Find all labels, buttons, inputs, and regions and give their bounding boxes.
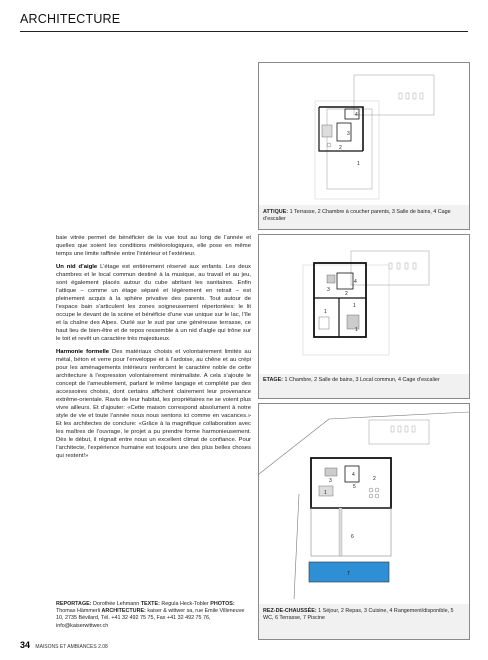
rez-drawing [259, 404, 469, 604]
room-number: 1 [324, 309, 327, 315]
credit-value: Regula Heck-Tobler [161, 601, 209, 607]
paragraph-lead: Harmonie formelle [56, 349, 110, 355]
caption-label: ATTIQUE: [263, 209, 289, 215]
section-title: ARCHITECTURE [20, 12, 121, 26]
room-number: 6 [351, 534, 354, 540]
paragraph-text: L’étage est entièrement réservé aux enfants. Les deux chambres et le local commun destiné à la musique, au travail et au jeu, sont également placés autour du cube abritant les sanitaires. Enfin l’attique – comme un étage séparé et légèrement en retrait – est pleinement acquis à la sphère privative des parents. Tout autour de l’espace bain s’articulent les zones soigneusement répertoriées: le lit occupe le devant de la scène et bénéficie d’une vue unique sur le lac, l’île et la chaîne des Alpes. Ourlé sur le sud par une généreuse terrasse, ce haut lieu de bien-être et de repos ressemble à un nid d’aigle qui trône sur le toit et revêt un caractère très majestueux. [56, 264, 251, 342]
caption-text: 1 Séjour, 2 Repas, 3 Cuisine, 4 Rangement/disponible, 5 WC, 6 Terrasse, 7 Piscine [263, 608, 454, 621]
attique-drawing [259, 63, 469, 205]
room-number: 1 [355, 327, 358, 333]
paragraph-lead: Un nid d’aigle [56, 264, 98, 270]
credit-label: PHOTOS: [210, 601, 235, 607]
article-body [56, 234, 251, 465]
room-number: 5 [353, 484, 356, 490]
plan-caption-etage [259, 377, 469, 384]
caption-text: 1 Terrasse, 2 Chambre à coucher parents, 3 Salle de bains, 4 Cage d’escalier [263, 209, 451, 222]
credit-label: REPORTAGE: [56, 601, 92, 607]
floor-plan-attique [259, 63, 469, 205]
plan-caption-attique [259, 209, 469, 223]
room-number: 2 [373, 476, 376, 482]
room-number: 7 [347, 571, 350, 577]
magazine-name: MAISONS ET AMBIANCES 2.08 [35, 644, 108, 650]
credit-value: Thomas Hämmerli [56, 608, 101, 615]
room-number: 1 [324, 490, 327, 496]
article-paragraph [56, 348, 251, 460]
credit-value: Dorothée Lehmann [93, 601, 140, 607]
header-divider [20, 31, 468, 32]
room-number: 3 [347, 131, 350, 137]
page-footer [20, 640, 108, 650]
floor-plan-rez-de-chaussee [259, 404, 469, 604]
room-number: 4 [352, 472, 355, 478]
plan-panel-etage [258, 234, 470, 399]
paragraph-text: Des matériaux choisis et volontairement limités au métal, béton et verre pour l’enveloppe et à l’ardoise, au chêne et au crépi pour les aménagements intérieurs renforcent le caractère noble de cette architecture à l’expression volontairement minimaliste. A cela s’ajoute le concept de l’ameublement, parlant le même langage et complété par des accessoires choisis, dont certains affichent clairement leur provenance extrême-orientale. Ravis de leur habitat, les propriétaires ne se voient plus vivre ailleurs. Et d’ajouter: «Cette maison correspond absolument à notre style de vie et toute l’année nous nous sentons ici comme en vacances.» Et les architectes de conclure: «Grâce à la magnifique collaboration avec les maîtres de l’ouvrage, le projet a pu prendre forme harmonieusement. Dès le début, il régnait entre nous un excellent climat de confiance. Pour l’architecte, l’expérience humaine est toujours une des plus belles choses qui restent!» [56, 349, 251, 459]
etage-drawing [259, 235, 469, 374]
credit-label: ARCHITECTURE: [101, 608, 146, 615]
caption-text: 1 Chambre, 2 Salle de bains, 3 Local commun, 4 Cage d’escalier [284, 377, 440, 383]
caption-label: REZ-DE-CHAUSSÉE: [263, 608, 317, 614]
credit-label: TEXTE: [140, 601, 160, 607]
article-paragraph [56, 263, 251, 343]
plan-caption-rez-de-chaussee [259, 608, 469, 622]
floor-plan-etage [259, 235, 469, 374]
article-paragraph: baie vitrée permet de bénéficier de la vue tout au long de l’année et quelles que soient les conditions météorologiques, elle pose en même temps une limite raffinée entre l’intérieur et l’extérieur. [56, 235, 251, 257]
page-number: 34 [20, 640, 31, 650]
room-number: 4 [354, 279, 357, 285]
plan-panel-rez-de-chaussee [258, 403, 470, 640]
room-number: 3 [327, 287, 330, 293]
room-number: 4 [355, 112, 358, 118]
credits [56, 601, 251, 630]
credit-value: kaiser & wittwer sa, rue Emile Villeneuve 10, 2735 Bévilard, Tél. +41 32 492 75 75, Fax +41 32 492 75 76, info@kaiserwittwer.ch [56, 608, 245, 629]
room-number: 1 [353, 303, 356, 309]
room-number: 2 [339, 145, 342, 151]
room-number: 1 [357, 161, 360, 167]
room-number: 3 [329, 478, 332, 484]
room-number: 2 [345, 291, 348, 297]
caption-label: ETAGE: [263, 377, 283, 383]
plan-panel-attique [258, 62, 470, 230]
